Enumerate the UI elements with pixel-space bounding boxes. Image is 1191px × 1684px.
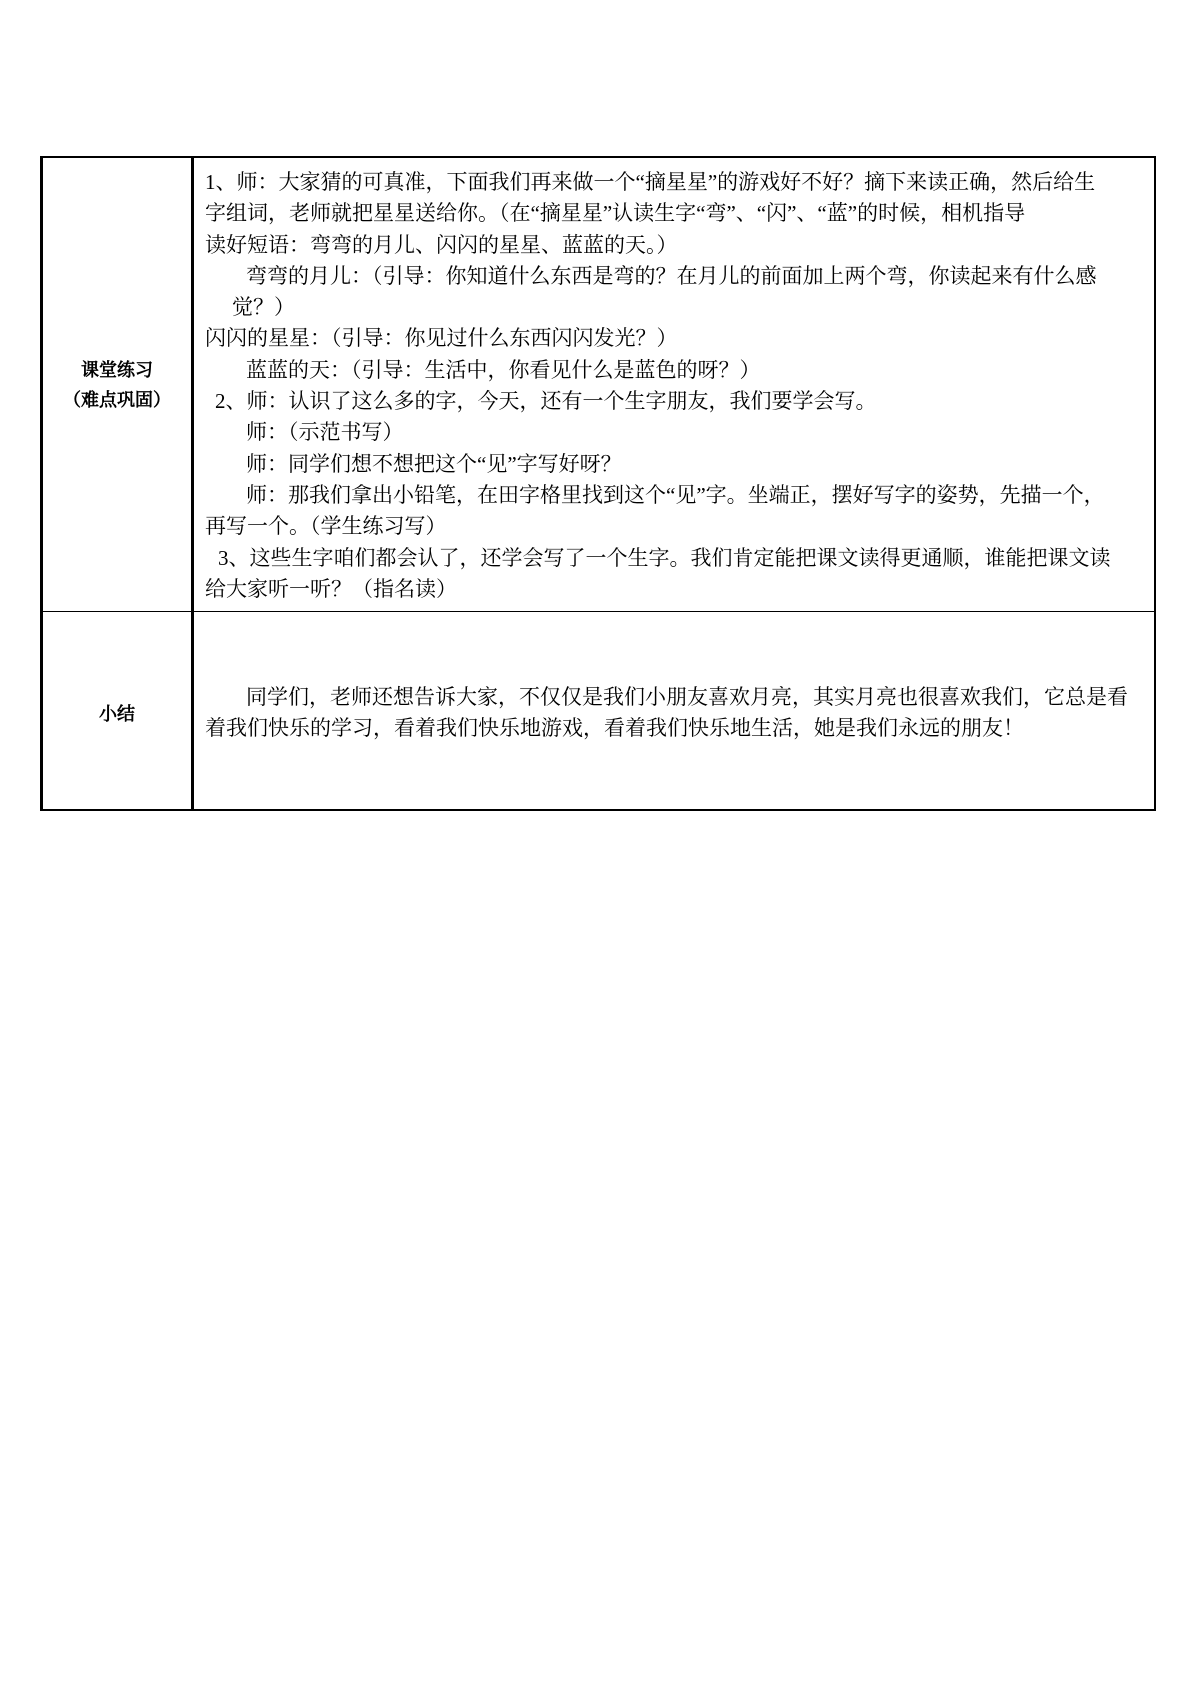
row-label-cell [43,612,194,809]
table-row-summary [43,611,1154,809]
content-line: 师：（示范书写） [246,420,404,445]
content-line: 再写一个。（学生练习写） [205,514,447,539]
content-line: 1、师：大家猜的可真准，下面我们再来做一个“摘星星”的游戏好不好？摘下来读正确，然后给生 [205,170,1096,194]
content-line: 2、师：认识了这么多的字，今天，还有一个生字朋友，我们要学会写。 [215,389,877,414]
content-line: 弯弯的月儿：（引导：你知道什么东西是弯的？在月儿的前面加上两个弯，你读起来有什么感 [246,263,1097,288]
content-line: 蓝蓝的天：（引导：生活中，你看见什么是蓝色的呀？） [246,357,761,382]
content-line: 师：那我们拿出小铅笔，在田字格里找到这个“见”字。坐端正，摆好写字的姿势，先描一个， [246,482,1105,507]
row-content-cell [194,612,1154,809]
content-line: 字组词，老师就把星星送给你。（在“摘星星”认读生字“弯”、“闪”、“蓝”的时候，相机指导 [205,201,1026,226]
row-label-cell [43,158,194,611]
lesson-plan-table [40,156,1156,811]
content-line: 闪闪的星星：（引导：你见过什么东西闪闪发光？） [205,326,678,351]
row-label-title: 课堂练习 [81,359,153,380]
row-label-title: 小结 [99,703,135,724]
content-line: 着我们快乐的学习，看着我们快乐地游戏，看着我们快乐地生活，她是我们永远的朋友！ [205,716,1024,741]
content-line: 给大家听一听？（指名读） [205,576,457,601]
row-content-cell [194,158,1154,611]
content-line: 3、这些生字咱们都会认了，还学会写了一个生字。我们肯定能把课文读得更通顺，谁能把课文读 [218,545,1111,570]
row-label-subtitle: （难点巩固） [63,389,171,410]
content-line: 觉？） [232,295,295,320]
content-line: 师：同学们想不想把这个“见”字写好呀？ [246,451,622,476]
table-row-classroom-practice [43,158,1154,611]
content-line: 同学们，老师还想告诉大家，不仅仅是我们小朋友喜欢月亮，其实月亮也很喜欢我们，它总是看 [246,685,1128,709]
content-line: 读好短语：弯弯的月儿、闪闪的星星、蓝蓝的天。） [205,232,678,257]
